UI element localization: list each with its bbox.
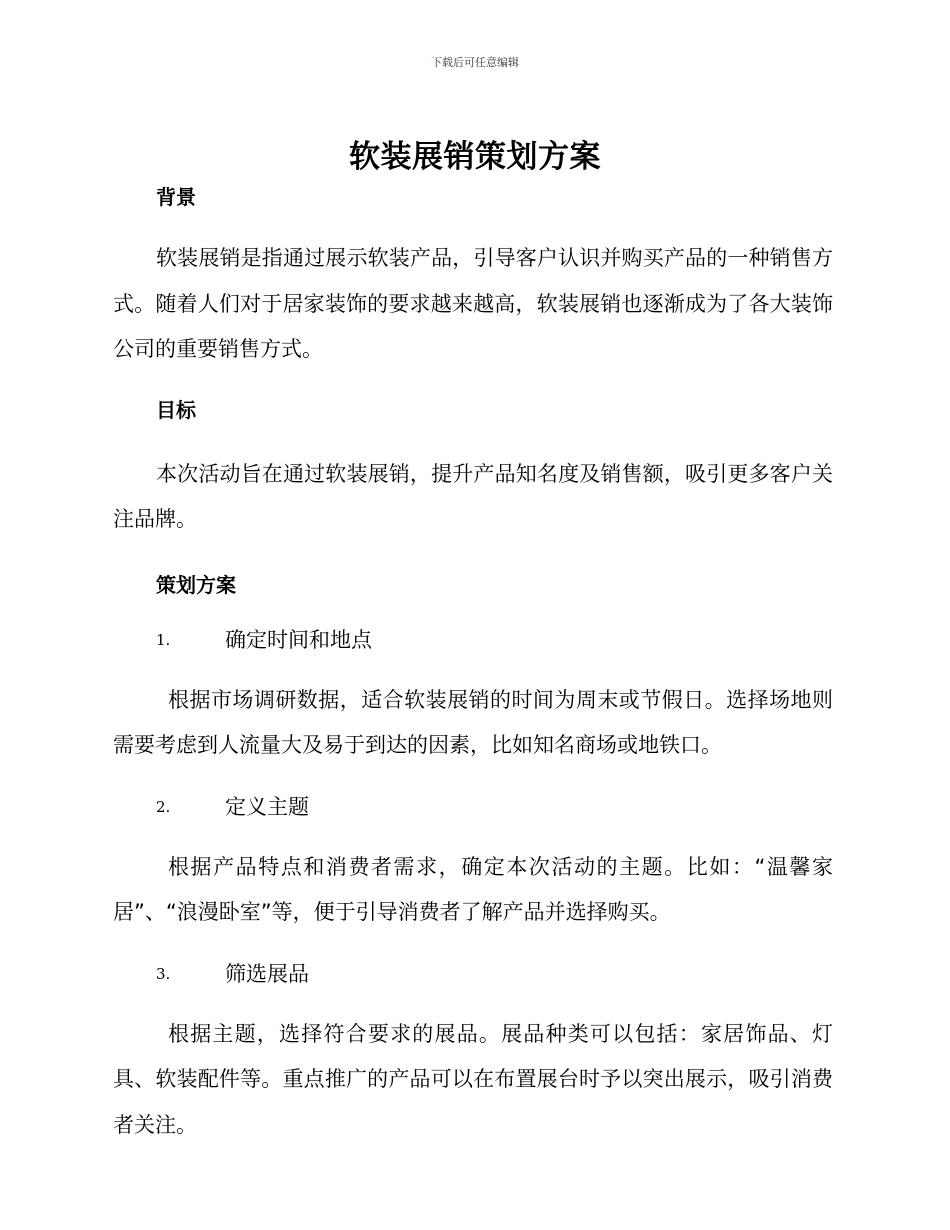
background-paragraph: 软装展销是指通过展示软装产品，引导客户认识并购买产品的一种销售方式。随着人们对于居家装饰的要求越来越高，软装展销也逐渐成为了各大装饰公司的重要销售方式。 bbox=[113, 246, 833, 361]
plan-item-title: 确定时间和地点 bbox=[225, 627, 372, 652]
goal-paragraph: 本次活动旨在通过软装展销，提升产品知名度及销售额，吸引更多客户关注品牌。 bbox=[113, 461, 833, 531]
plan-item-number: 1. bbox=[156, 630, 171, 649]
plan-item-1-paragraph: 根据市场调研数据，适合软装展销的时间为周末或节假日。选择场地则需要考虑到人流量大及易于到达的因素，比如知名商场或地铁口。 bbox=[113, 687, 833, 757]
plan-item-title: 定义主题 bbox=[225, 794, 309, 819]
plan-item-3-heading bbox=[113, 959, 833, 989]
plan-item-title: 筛选展品 bbox=[225, 961, 309, 986]
document-title: 软装展销策划方案 bbox=[349, 139, 601, 175]
plan-item-number: 3. bbox=[156, 964, 171, 983]
section-heading-goal: 目标 bbox=[156, 397, 196, 422]
plan-item-2-paragraph: 根据产品特点和消费者需求，确定本次活动的主题。比如：“温馨家居”、“浪漫卧室”等，便于引导消费者了解产品并选择购买。 bbox=[113, 854, 833, 924]
section-heading-plan: 策划方案 bbox=[156, 572, 236, 597]
page-header-note: 下载后可任意编辑 bbox=[431, 56, 519, 69]
plan-item-1-heading bbox=[113, 625, 833, 655]
plan-item-3-paragraph: 根据主题，选择符合要求的展品。展品种类可以包括：家居饰品、灯具、软装配件等。重点推广的产品可以在布置展台时予以突出展示，吸引消费者关注。 bbox=[113, 1021, 833, 1137]
document-body bbox=[113, 183, 833, 1148]
plan-item-number: 2. bbox=[156, 797, 171, 816]
section-heading-background: 背景 bbox=[156, 185, 196, 209]
plan-item-2-heading bbox=[113, 792, 833, 822]
